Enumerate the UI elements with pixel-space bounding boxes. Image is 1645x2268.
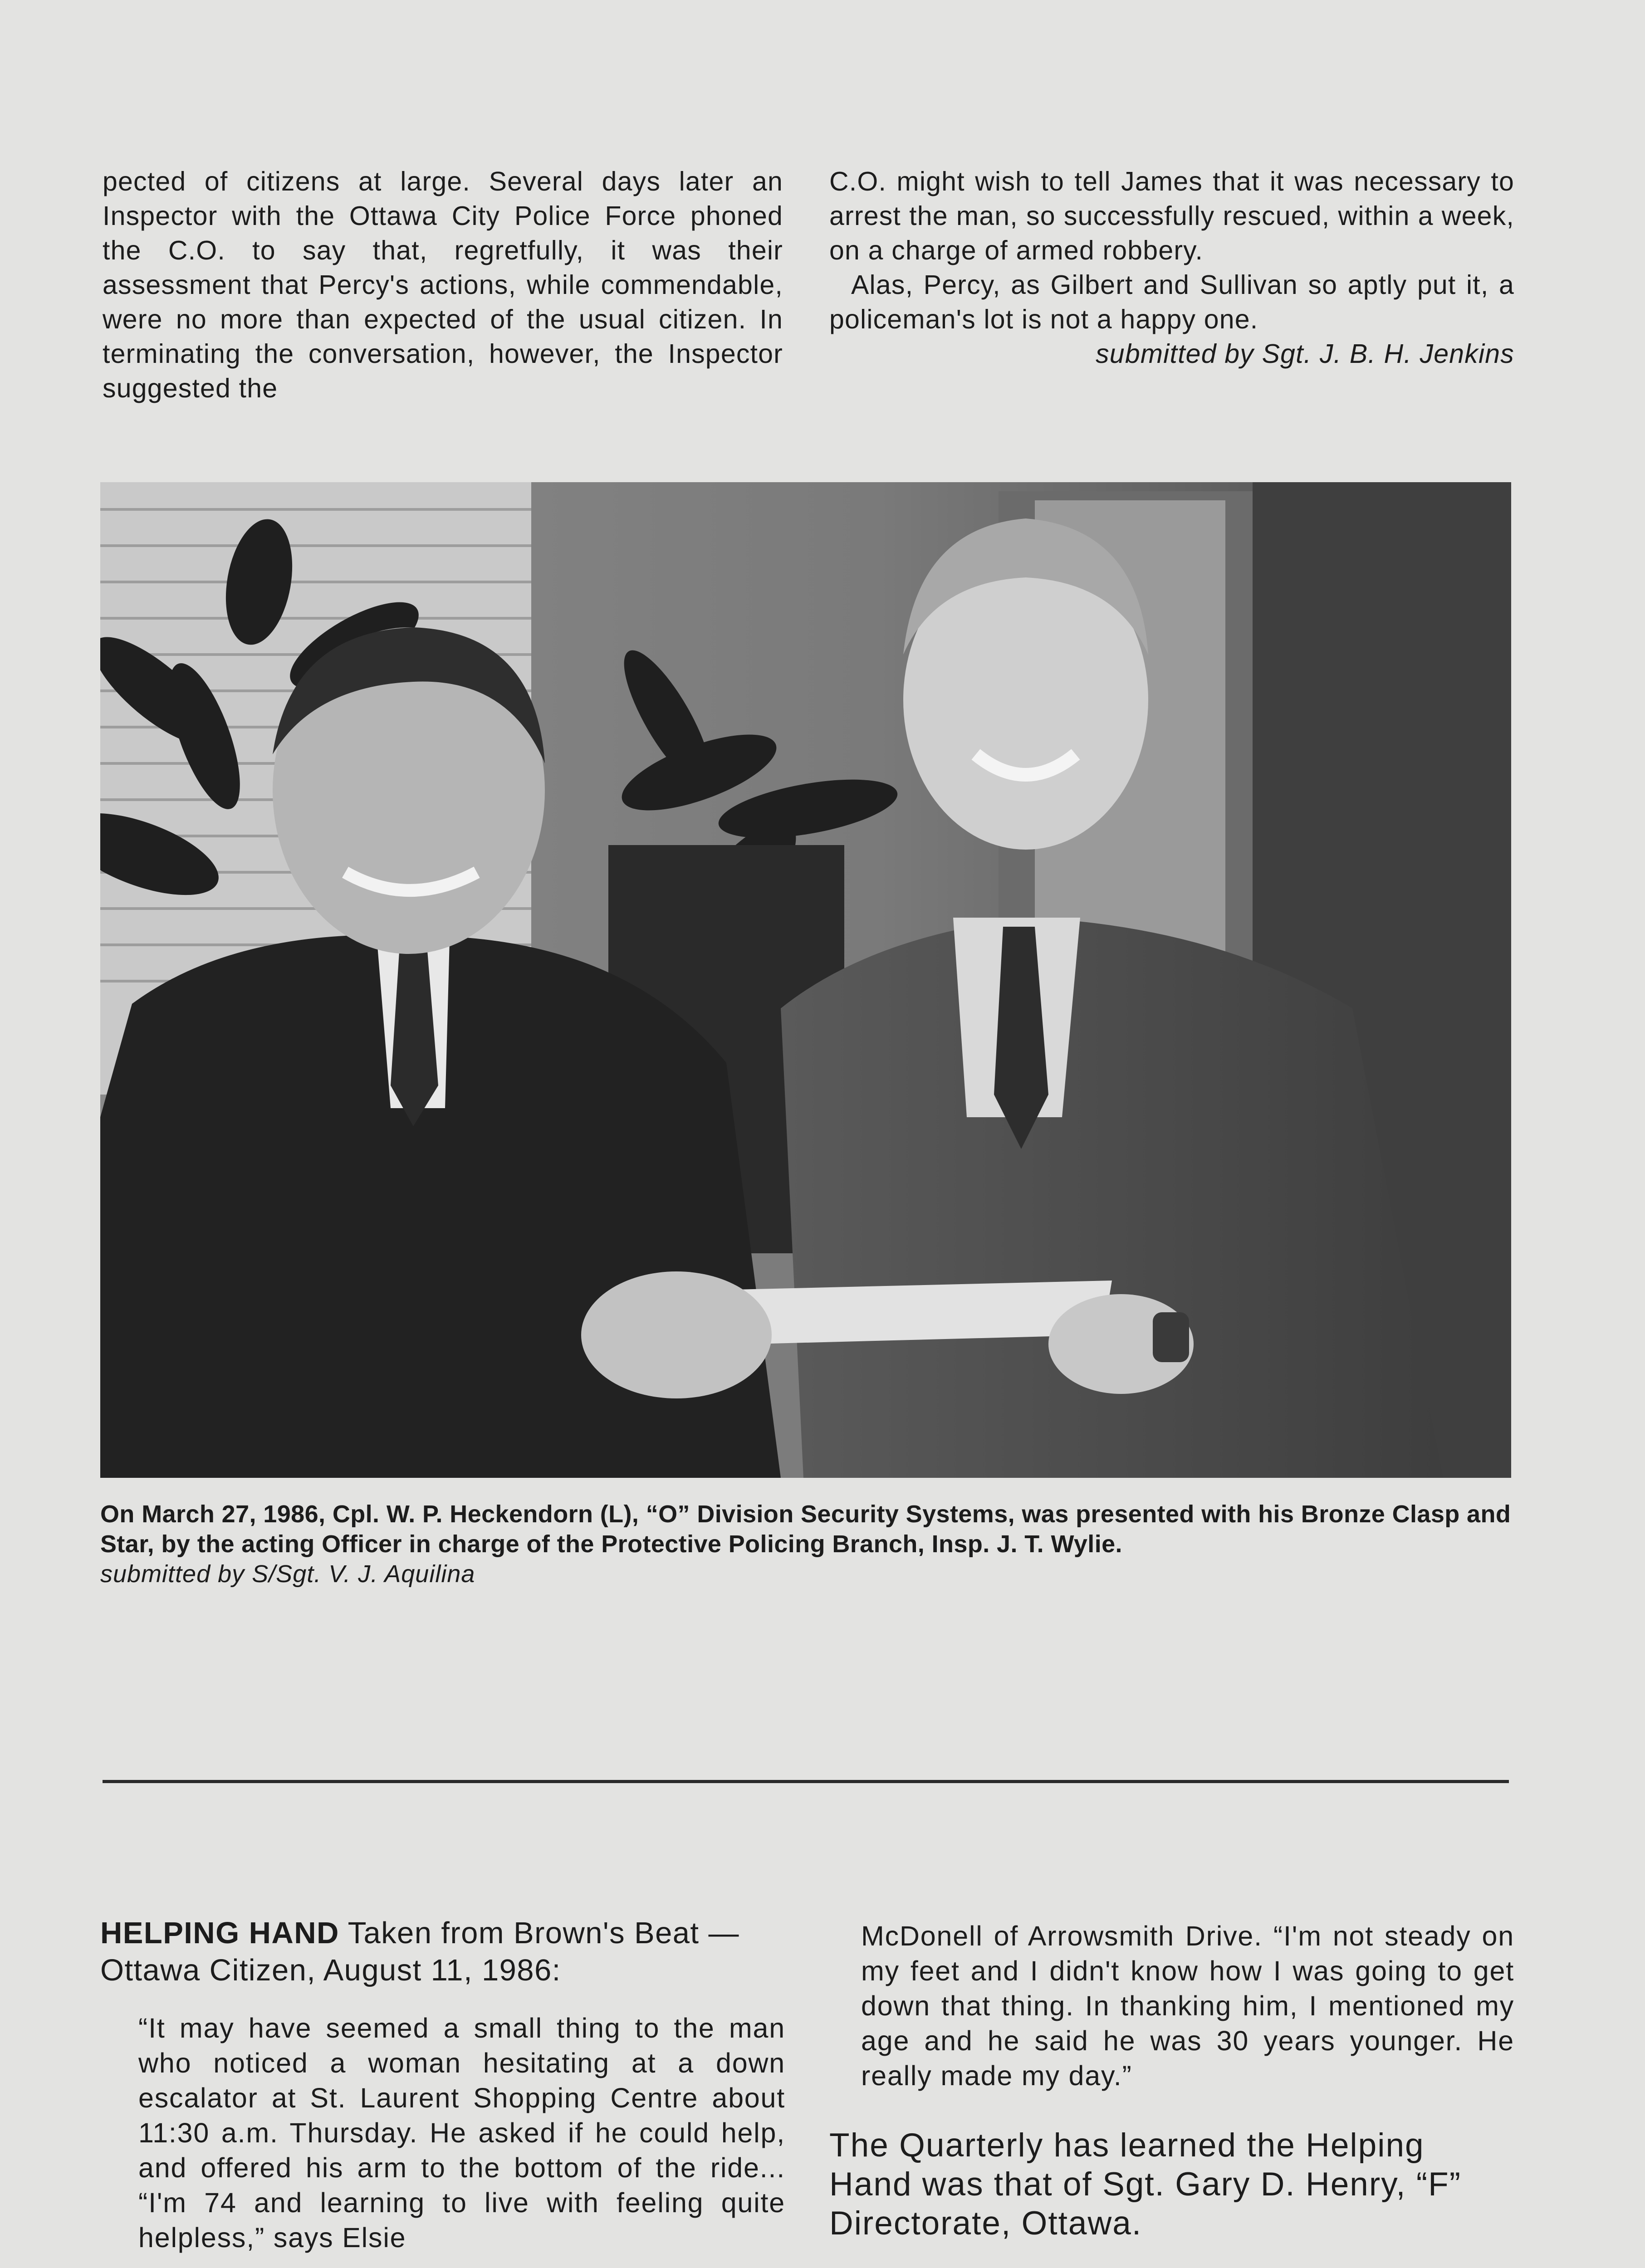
top-article-right-column xyxy=(829,164,1514,371)
presentation-photo xyxy=(100,482,1511,1478)
section-divider xyxy=(103,1780,1509,1783)
helping-hand-source: Taken from Brown's Beat — Ottawa Citizen, August 11, 1986: xyxy=(100,1916,739,1987)
right-column-paragraph-2: Alas, Percy, as Gilbert and Sullivan so aptly put it, a policeman's lot is not a happy one. xyxy=(829,270,1514,334)
helping-hand-left-column xyxy=(100,1915,785,2255)
photo-caption xyxy=(100,1499,1516,1589)
helping-hand-conclusion: The Quarterly has learned the Helping Hand was that of Sgt. Gary D. Henry, “F” Directorate, Ottawa. xyxy=(829,2127,1462,2242)
helping-hand-headline: HELPING HAND xyxy=(100,1916,339,1950)
helping-hand-quote-right: McDonell of Arrowsmith Drive. “I'm not steady on my feet and I didn't know how I was going to get down that thing. In thanking him, I mentioned my age and he said he was 30 years younger. He really made my day.” xyxy=(861,1921,1514,2091)
caption-text: On March 27, 1986, Cpl. W. P. Heckendorn (L), “O” Division Security Systems, was presented with his Bronze Clasp and Star, by the acting Officer in charge of the Protective Policing Branch, Insp. J. T. Wylie. xyxy=(100,1501,1511,1558)
helping-hand-right-column xyxy=(829,1919,1514,2243)
helping-hand-intro xyxy=(100,1915,785,1989)
helping-hand-quote-left: “It may have seemed a small thing to the man who noticed a woman hesitating at a down escalator at St. Laurent Shopping Centre about 11:30 a.m. Thursday. He asked if he could help, and offered his arm to the bottom of the ride... “I'm 74 and learning to live with feeling quite helpless,” says Elsie xyxy=(138,2013,785,2253)
byline: submitted by Sgt. J. B. H. Jenkins xyxy=(1096,339,1514,369)
left-column-text: pected of citizens at large. Several days later an Inspector with the Ottawa City Police Force phoned the C.O. to say that, regretfully, it was their assessment that Percy's actions, while commendable, were no more than expected of the usual citizen. In terminating the conversation, however, the Inspector suggested the xyxy=(103,166,783,403)
top-article-left-column xyxy=(103,164,783,406)
right-column-paragraph-1: C.O. might wish to tell James that it was necessary to arrest the man, so successfully rescued, within a week, on a charge of armed robbery. xyxy=(829,166,1514,265)
photo-credit: submitted by S/Sgt. V. J. Aquilina xyxy=(100,1560,475,1588)
photo-illustration xyxy=(100,482,1511,1478)
